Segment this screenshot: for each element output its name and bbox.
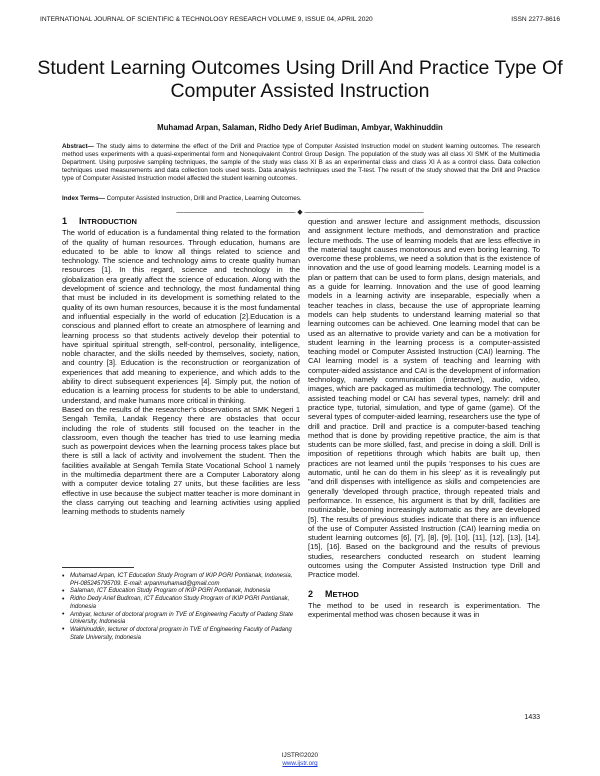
bullet-icon: • xyxy=(62,587,65,595)
abstract xyxy=(62,143,540,183)
section-number: 2 xyxy=(308,588,314,599)
footnote: • Ridho Dedy Arief Budiman, ICT Education Study Program of IKIP PGRI Pontianak, Indonesia xyxy=(62,595,290,610)
page-number: 1433 xyxy=(524,714,540,721)
paragraph: Based on the results of the researcher's observations at SMK Negeri 1 Sengah Temila, Landak Regency there are obstacles that occur including the role of students still focused on the teacher in the classroom, even though the teacher has tried to use learning media such as powerpoint devices when the learning process takes place but there is still a lack of activity and involvement the student. Then the facilities available at Sengah Temila State Vocational School 1 namely in the multimedia department there are a Computer Laboratory along with a computer device totaling 27 units, but these facilities are less effective in use because the subject matter teacher is more dominant in the class carrying out teaching and learning activities using applied learning methods to students namely xyxy=(62,404,300,517)
bullet-icon: • xyxy=(62,611,65,619)
copyright: IJSTR©2020 xyxy=(281,752,319,759)
bullet-icon: • xyxy=(62,626,65,634)
footnote: • Muhamad Arpan, ICT Education Study Program of IKIP PGRI Pontianak, Indonesia, PH-085245795709. E-mail: arpanmuhamad@gmail.com xyxy=(62,572,293,587)
index-terms xyxy=(62,195,540,202)
journal-website-link[interactable]: www.ijstr.org xyxy=(282,760,318,767)
footnote: • Salaman, ICT Education Study Program of IKIP PGRI Pontianak, Indonesia xyxy=(62,587,271,595)
section-heading-method: 2 METHOD xyxy=(308,588,359,599)
footnote-divider xyxy=(62,567,134,568)
paper-title: Student Learning Outcomes Using Drill And Practice Type Of Computer Assisted Instruction xyxy=(37,57,563,102)
issn: ISSN 2277-8616 xyxy=(511,16,560,23)
paragraph: The world of education is a fundamental thing related to the formation of the quality of human resources. Through education, humans are educated to be able to know all things related to science and technology. The science and technology aims to create quality human resources [1]. In this regard, science and technology in the globalization era greatly affect the science of education. Along with the development of science and technology, the most fundamental thing that must be included in its development is something related to the quality of its own human resources, because it is the most fundamental and influential especially in the world of education [2].Education is a conscious and planned effort to create an atmosphere of learning and learning process so that students actively develop their potential to have spiritual spiritual strength, self-control, personality, intelligence, noble character, and the skills needed by themselves, society, nation, and country [3]. Education is the reconstruction or reorganization of experiences that add meaning to experience, and which adds to the ability to direct subsequent experiences [4]. Simply put, the notion of education is a learning process for students to be able to understand, understand, and make humans more critical in thinking. xyxy=(62,228,300,405)
page-footer xyxy=(0,752,600,768)
section-heading-introduction: 1 INTRODUCTION xyxy=(62,216,137,226)
bullet-icon: • xyxy=(62,572,65,580)
section-number: 1 xyxy=(62,216,68,226)
journal-name: INTERNATIONAL JOURNAL OF SCIENTIFIC & TECHNOLOGY RESEARCH VOLUME 9, ISSUE 04, APRIL 2020 xyxy=(40,16,373,23)
paragraph: question and answer lecture and assignment methods, discussion and assignment lecture methods, and demonstration and practice lecture methods. The use of learning models that are less effective in the material taught causes monotonous and even boring learning. To overcome these problems, we need a solution that is the existence of innovation and the use of good learning models. Learning model is a plan or pattern that can be used to form plans, design materials, and as a guide for learning. Innovation and the use of good learning models in a learning activity are inseparable, especially when a teacher teaches in class, because the use of appropriate learning models can help students to understand learning material so that learning outcomes can be achieved. One learning model that can be used as an alternative to provide variety and can be a motivation for student learning in the learning process is a computer-assisted teaching model or Computer Assisted Instruction (CAI) learning. The CAI learning model is a system of teaching and learning with computer-aided assistance and CAI is the development of information technology, namely communication (interactive), audio, video, images, which are packaged as multimedia technology. The computer assisted teaching model or CAI has several types, namely: drill and practice type, tutorial, simulation, and type of game (game). Of the several types of computer-aided learning, researchers use the type of drill and practice. Drill and practice is a computer-based teaching method that is done by providing repetitive practice, the aim is that students can be more skilled, fast, and precise in doing a skill. Drill is imposition of repetitions through which habits are built up, then practices are not learned until the pupils 'responses to his cues are automatic, until he can do them in his sleep' as it is revealingly put "and drill dispenses with intelligence as skills and competencies are generally 'developed through practice, through repeated trials and performance. In essence, his argument is that by drill, facilities are routinizable, becoming increasingly automatic as they are developed [5]. The results of previous studies indicate that there is an influence of the use of Computer Assisted Instruction (CAI) learning media on student learning outcomes [6], [7], [8], [9], [10], [11], [12], [13], [14], [15], [16]. Based on the background and the results of previous studies, researchers conducted research on student learning outcomes using the Computer Assisted Instruction type Drill and Practice model. xyxy=(308,217,540,580)
index-terms-label: Index Terms— xyxy=(62,195,105,202)
footnote: • Ambyar, lecturer of doctoral program in TVE of Engineering Faculty of Padang State University, Indonesia xyxy=(62,611,294,626)
section-separator: ————————————————— ◆ ————————————————— xyxy=(176,209,424,216)
footnote: • Wakhinuddin, lecturer of doctoral program in TVE of Engineering Faculty of Padang State University, Indonesia xyxy=(62,626,292,641)
index-terms-text: Computer Assisted Instruction, Drill and Practice, Learning Outcomes. xyxy=(104,195,302,202)
abstract-label: Abstract— xyxy=(62,143,94,150)
footnotes xyxy=(62,573,297,642)
left-column xyxy=(62,217,300,517)
right-column xyxy=(308,217,540,619)
bullet-icon: • xyxy=(62,595,65,603)
paragraph: The method to be used in research is experimentation. The experimental method was chosen because it was in xyxy=(308,600,540,620)
abstract-text: The study aims to determine the effect of the Drill and Practice type of Computer Assisted Instruction model on student learning outcomes. The research method uses experiments with a quasi-experimental form and Nonequivalent Control Group Design. The population of the study was all class XI SMK of the Multimedia Department. Using purposive sampling techniques, the sample of the study was class XI B as an experimental class and class XI A as a control class. Data collection techniques used measurements and data collection tools used tests. Data analysis techniques used the T-test. The result of the study showed that the Drill and Practice type of Computer Assisted Instruction model affected the student learning outcomes. xyxy=(62,143,540,183)
author-list: Muhamad Arpan, Salaman, Ridho Dedy Arief Budiman, Ambyar, Wakhinuddin xyxy=(157,123,443,132)
